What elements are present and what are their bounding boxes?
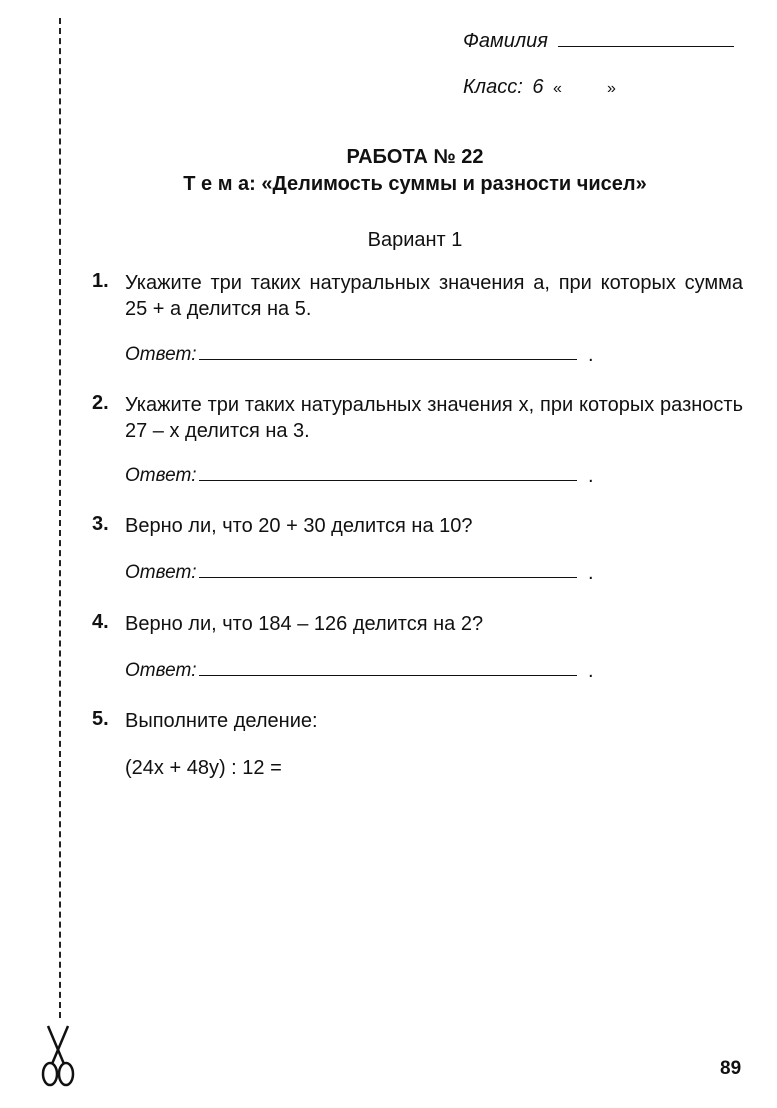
question-number: 1. — [92, 270, 109, 292]
answer-label: Ответ: — [125, 660, 197, 681]
answer-field[interactable] — [199, 658, 577, 676]
class-grade: 6 — [532, 76, 544, 98]
division-expression: (24x + 48y) : 12 = — [125, 757, 282, 779]
answer-field[interactable] — [199, 463, 577, 481]
answer-label: Ответ: — [125, 344, 197, 365]
answer-field[interactable] — [199, 342, 577, 360]
answer-label: Ответ: — [125, 465, 197, 486]
surname-row — [463, 30, 734, 53]
answer-field[interactable] — [199, 560, 577, 578]
answer-end-dot: . — [588, 344, 594, 366]
variant-label: Вариант 1 — [367, 229, 463, 251]
question-text: Выполните деление: — [125, 710, 318, 732]
class-quote-open: « — [553, 80, 562, 97]
answer-label: Ответ: — [125, 562, 197, 583]
class-label: Класс: — [463, 76, 523, 98]
page-number: 89 — [720, 1058, 742, 1079]
surname-label: Фамилия — [463, 30, 548, 52]
answer-end-dot: . — [588, 465, 594, 487]
answer-end-dot: . — [588, 660, 594, 682]
class-row — [463, 76, 616, 99]
scissors-icon — [40, 1024, 76, 1090]
work-topic: Т е м а: «Делимость суммы и разности чисел» — [183, 173, 647, 195]
answer-end-dot: . — [588, 562, 594, 584]
surname-field[interactable] — [558, 46, 734, 47]
question-text: Укажите три таких натуральных значения x, при которых разность 27 – x делится на 3. — [125, 394, 743, 442]
work-title: РАБОТА № 22 — [346, 146, 484, 168]
question-number: 2. — [92, 392, 109, 414]
question-number: 3. — [92, 513, 109, 535]
question-text: Укажите три таких натуральных значения a, при которых сумма 25 + a делится на 5. — [125, 272, 743, 320]
class-quote-close: » — [607, 80, 616, 97]
question-text: Верно ли, что 184 – 126 делится на 2? — [125, 613, 484, 635]
question-number: 4. — [92, 611, 109, 633]
question-text: Верно ли, что 20 + 30 делится на 10? — [125, 515, 473, 537]
question-number: 5. — [92, 708, 109, 730]
